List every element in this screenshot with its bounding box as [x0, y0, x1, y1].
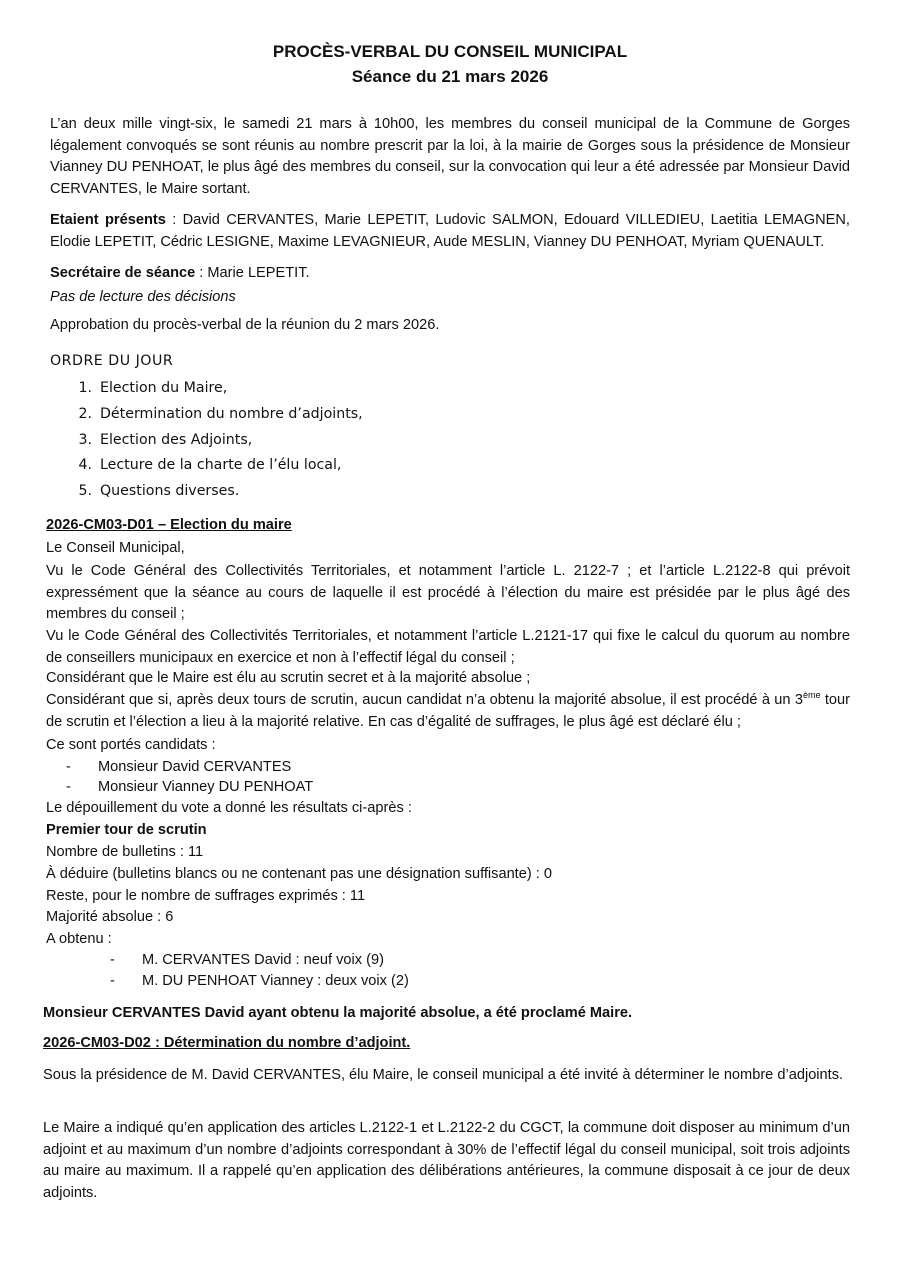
presents-list: : David CERVANTES, Marie LEPETIT, Ludovic SALMON, Edouard VILLEDIEU, Laetitia LEMAGNEN, Elodie LEPETIT, Cédric LESIGNE, Maxime LEVAGNIEUR, Aude MESLIN, Vianney DU PENHOAT, Myriam QUENAULT.	[50, 212, 850, 250]
presents-label: Etaient présents	[50, 212, 166, 228]
document-subtitle: Séance du 21 mars 2026	[351, 67, 549, 86]
approval-line: Approbation du procès-verbal de la réunion du 2 mars 2026.	[50, 317, 440, 333]
agenda-item: 2. Détermination du nombre d’adjoints,	[78, 406, 363, 422]
d01-bulletins: Nombre de bulletins : 11	[46, 844, 204, 860]
presents-paragraph	[50, 210, 850, 253]
intro-paragraph: L’an deux mille vingt-six, le samedi 21 mars à 10h00, les membres du conseil municipal de la Commune de Gorges légalement convoqués se sont réunis au nombre prescrit par la loi, à la mairie de Gorges sous la présidence de Monsieur Vianney DU PENHOAT, le plus âgé des membres du conseil, sur la convocation qui leur a été adressée par Monsieur David CERVANTES, le Maire sortant.	[50, 116, 850, 197]
agenda-item: 1. Election du Maire,	[78, 380, 228, 396]
vote-result-item: - M. CERVANTES David : neuf voix (9)	[110, 952, 384, 968]
d01-candidates-label: Ce sont portés candidats :	[46, 737, 216, 753]
d01-heading: 2026-CM03-D01 – Election du maire	[46, 517, 292, 533]
d01-majority: Majorité absolue : 6	[46, 909, 174, 925]
d01-vu-2: Vu le Code Général des Collectivités Territoriales, et notamment l’article L.2121-17 qui fixe le calcul du quorum au nombre de conseillers municipaux en exercice et non à l’effectif légal du conseil ;	[46, 628, 850, 666]
document-title: PROCÈS-VERBAL DU CONSEIL MUNICIPAL	[272, 42, 628, 61]
agenda-heading: ORDRE DU JOUR	[50, 353, 174, 369]
d01-remaining: Reste, pour le nombre de suffrages exprimés : 11	[46, 888, 366, 904]
d01-obtained: A obtenu :	[46, 931, 112, 947]
agenda-item: 4. Lecture de la charte de l’élu local,	[78, 457, 342, 473]
candidate-item: - Monsieur Vianney DU PENHOAT	[66, 779, 314, 795]
secretary-name: : Marie LEPETIT.	[195, 265, 310, 281]
d01-considerant-2: Considérant que si, après deux tours de scrutin, aucun candidat n’a obtenu la majorité absolue, il est procédé à un 3ème tour de scrutin et l’élection a lieu à la majorité relative. En cas d’égalité de suffrages, le plus âgé est déclaré élu ;	[46, 690, 850, 730]
vote-result-item: - M. DU PENHOAT Vianney : deux voix (2)	[110, 973, 409, 989]
d01-round-heading: Premier tour de scrutin	[46, 822, 207, 838]
d02-paragraph-2: Le Maire a indiqué qu’en application des articles L.2122-1 et L.2122-2 du CGCT, la commune doit disposer au minimum d’un adjoint et au maximum d’un nombre d’adjoints correspondant à 30% de l’effectif légal du conseil municipal, soit trois adjoints au maire au maximum. Il a rappelé qu’en application des délibérations antérieures, la commune disposait à ce jour de deux adjoints.	[43, 1120, 850, 1201]
d01-conclusion: Monsieur CERVANTES David ayant obtenu la majorité absolue, a été proclamé Maire.	[43, 1005, 633, 1021]
d02-heading: 2026-CM03-D02 : Détermination du nombre d’adjoint.	[43, 1035, 411, 1051]
d01-council: Le Conseil Municipal,	[46, 540, 185, 556]
no-reading-note: Pas de lecture des décisions	[50, 289, 236, 305]
d01-vu-1: Vu le Code Général des Collectivités Territoriales, et notamment l’article L. 2122-7 ; et l’article L.2122-8 qui prévoit expressément que la séance au cours de laquelle il est procédé à l’élection du maire est présidée par le plus âgé des membres du conseil ;	[46, 563, 850, 622]
secretary-line	[50, 263, 310, 283]
d01-considerant-1: Considérant que le Maire est élu au scrutin secret et à la majorité absolue ;	[46, 670, 531, 686]
agenda-item: 5. Questions diverses.	[78, 483, 240, 499]
secretary-label: Secrétaire de séance	[50, 265, 196, 281]
agenda-item: 3. Election des Adjoints,	[78, 432, 253, 448]
d02-paragraph-1: Sous la présidence de M. David CERVANTES, élu Maire, le conseil municipal a été invité à déterminer le nombre d’adjoints.	[43, 1067, 844, 1083]
candidate-item: - Monsieur David CERVANTES	[66, 759, 292, 775]
d01-results-intro: Le dépouillement du vote a donné les résultats ci-après :	[46, 800, 412, 816]
d01-deduct: À déduire (bulletins blancs ou ne contenant pas une désignation suffisante) : 0	[46, 866, 552, 882]
